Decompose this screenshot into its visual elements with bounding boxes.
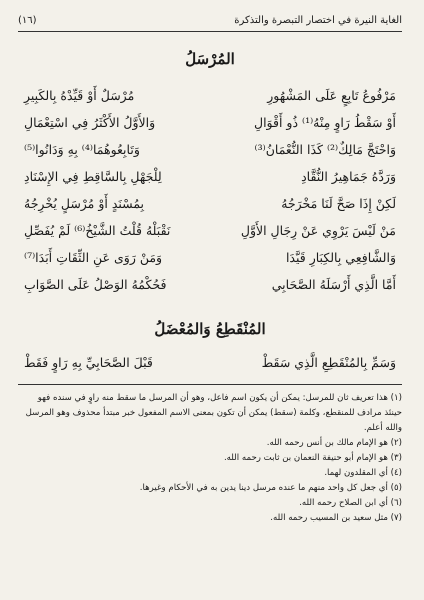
verse-right-hemistich: لَكِنْ إِذَا صَحَّ لَنَا مَخْرَجُهُ [281,196,396,211]
verse-right-hemistich: أَوْ سَقْطُ رَاوٍ مِنْهُ⁽¹⁾ ذُو أَقْوَالِ [254,115,396,130]
verse [24,271,396,298]
footnote: (٥) أي جعل كل واحد منهم ما عنده مرسل دينا يدين به في الأحكام وغيرها. [139,483,402,493]
footnote: (٤) أي المقلدون لهما. [324,468,402,478]
verse-left-hemistich: بِمُسْنَدٍ أَوْ مُرْسَلٍ يُخْرِجُهُ [24,196,145,211]
verse-right-hemistich: وَسَمِّ بِالمُنْقَطِعِ الَّذِي سَقَطْ [261,354,396,370]
verse-left-hemistich: نَقْبَلْهُ قُلْتُ الشَّيْخُ⁽⁶⁾ لَمْ يُفَصِّلِ [24,223,171,238]
verse-right-hemistich: مَرْفُوعُ تَابِعٍ عَلَى المَشْهُورِ [267,88,396,103]
verse-right-hemistich: أَمَّا الَّذِي أَرْسَلَهُ الصَّحَابِي [271,277,396,292]
verse [24,350,396,374]
verse [24,217,396,244]
footnote: (٧) مثل سعيد بن المسيب رحمه الله. [270,513,402,523]
footnote: (٣) هو الإمام أبو حنيفة النعمان بن ثابت رحمه الله. [223,453,402,463]
verse [24,136,396,163]
verse [24,82,396,109]
verse [24,190,396,217]
footnote: (١) هذا تعريف ثان للمرسل: يمكن أن يكون اسم فاعل، وهو أن المرسل ما سقط منه راوٍ في سنده فهو حينئذ مرادف للمنقطع، وكلمة (سقط) يمكن أن تكون بمعنى الاسم المفعول خبر مبتدأ محذوف وهو المرسل والله أعلم. [25,393,402,433]
poem-mursal [24,82,396,298]
verse-right-hemistich: وَاحْتَجَّ مَالِكٌ⁽²⁾ كَذَا النُّعْمَانُ⁽³⁾ [254,142,396,157]
verse [24,109,396,136]
page-number: (١٦) [18,14,37,26]
running-header [18,12,402,28]
verse-right-hemistich: مَنْ لَيْسَ يَرْوِي عَنْ رِجَالِ الأَوَّلِ [240,223,396,238]
verse-left-hemistich: وَالأَوَّلُ الأَكْثَرُ فِي اسْتِعْمَالِ [24,115,156,130]
verse-left-hemistich: وَمَنْ رَوَى عَنِ الثِّقَاتِ أَبَدَا⁽⁷⁾ [24,250,163,265]
verse-left-hemistich: قَبْلَ الصَّحَابِيِّ بِهِ رَاوٍ فَقَطْ [24,354,153,370]
verse [24,244,396,271]
running-title: الغاية النيرة في اختصار التبصرة والتذكرة [234,14,402,26]
verse-right-hemistich: وَرَدَّهُ جَمَاهِيرُ النُّقَّادِ [301,169,396,184]
section-title-munqati: المُنْقَطِعُ وَالمُعْضَلُ [154,320,266,338]
verse [24,163,396,190]
verse-left-hemistich: فَحُكْمُهُ الوَصْلُ عَلَى الصَّوَابِ [24,277,167,292]
verse-left-hemistich: لِلْجَهْلِ بِالسَّاقِطِ فِي الإِسْنَادِ [24,169,162,184]
header-rule [18,31,402,32]
footnotes [18,391,402,526]
footnote: (٦) أي ابن الصلاح رحمه الله. [299,498,402,508]
footnote-rule [18,384,402,385]
verse-left-hemistich: وَتَابِعُوهُمَا⁽⁴⁾ بِهِ وَدَانُوا⁽⁵⁾ [24,142,140,157]
footnote: (٢) هو الإمام مالك بن أنس رحمه الله. [266,438,402,448]
verse-left-hemistich: مُرْسَلٌ أَوْ قَيِّدْهُ بِالكَبِيرِ [24,88,135,103]
verse-right-hemistich: وَالشَّافِعِي بِالكِبَارِ قَيَّدَا [285,250,396,265]
section-title-mursal: المُرْسَلُ [185,50,235,68]
